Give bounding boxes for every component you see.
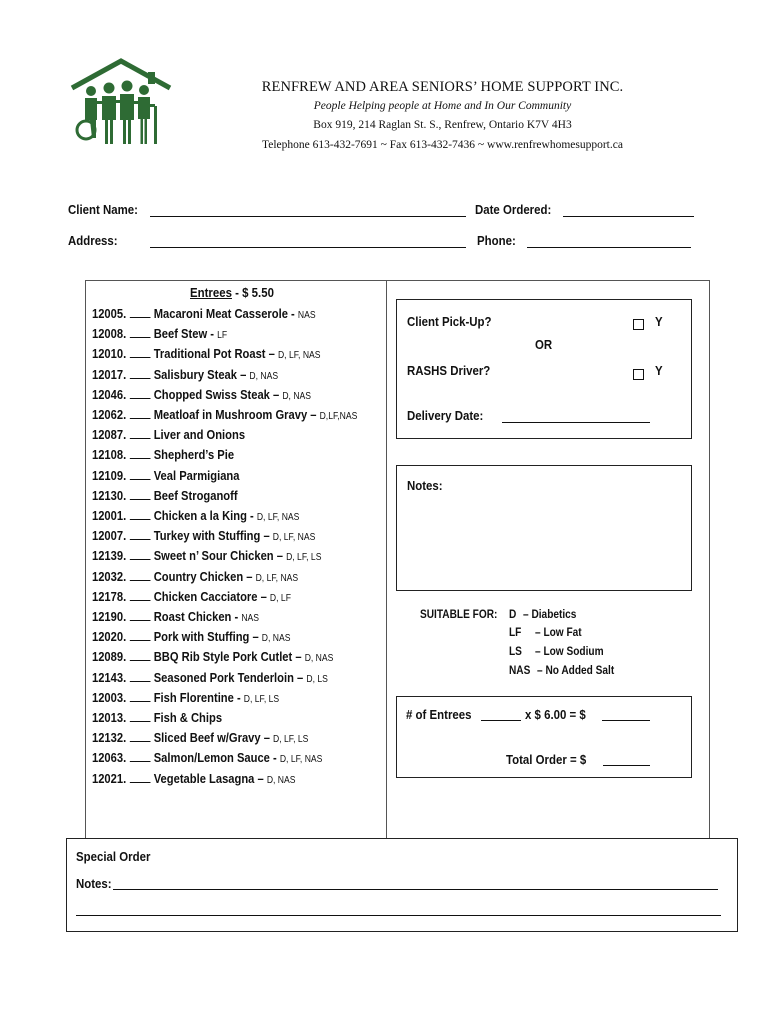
suitable-code: NAS — [509, 665, 531, 677]
special-notes-line-1[interactable] — [113, 889, 718, 890]
suitable-for-label: SUITABLE FOR: — [420, 609, 498, 621]
entree-code: 12087. — [92, 427, 127, 443]
entree-code: 12032. — [92, 568, 127, 584]
entree-row — [92, 427, 245, 447]
entree-code: 12021. — [92, 770, 127, 786]
entree-name: Salisbury Steak – — [153, 366, 250, 382]
entree-row — [92, 548, 321, 568]
entree-dietary-tags: D, LF, NAS — [279, 754, 323, 766]
entree-code: 12008. — [92, 326, 127, 342]
entree-row — [92, 488, 238, 508]
entree-name: Salmon/Lemon Sauce - — [153, 750, 280, 766]
delivery-date-field[interactable] — [502, 422, 650, 423]
entree-row — [92, 508, 299, 528]
entree-name: Country Chicken – — [153, 568, 256, 584]
entree-code: 12063. — [92, 750, 127, 766]
entree-row — [92, 589, 291, 609]
entree-dietary-tags: NAS — [241, 613, 260, 624]
date-ordered-label: Date Ordered: — [475, 202, 552, 217]
client-pickup-yes: Y — [655, 314, 663, 329]
entree-name: Turkey with Stuffing – — [153, 528, 273, 544]
entree-code: 12046. — [92, 386, 127, 402]
entree-dietary-tags: D, LF, LS — [286, 552, 322, 564]
entree-code: 12017. — [92, 366, 127, 382]
entree-dietary-tags: D, LF, NAS — [255, 572, 299, 584]
entree-name: Fish & Chips — [153, 710, 223, 725]
entree-code: 12108. — [92, 447, 127, 463]
suitable-code: D — [509, 609, 517, 621]
rashs-driver-checkbox[interactable] — [633, 366, 644, 384]
entrees-title: Entrees — [190, 285, 232, 300]
entree-quantity-blank[interactable] — [130, 711, 151, 722]
entree-dietary-tags: D, LF, NAS — [272, 532, 316, 544]
entree-quantity-blank[interactable] — [130, 347, 151, 358]
suitable-code: LS — [509, 646, 522, 658]
or-label: OR — [535, 337, 553, 352]
entree-dietary-tags: LF — [217, 330, 228, 342]
entree-name: Veal Parmigiana — [153, 467, 240, 483]
entree-quantity-blank[interactable] — [130, 408, 151, 419]
entrees-heading — [190, 285, 274, 300]
entrees-price: - $ 5.50 — [231, 285, 274, 300]
entree-dietary-tags: D, NAS — [304, 653, 334, 665]
entree-quantity-blank[interactable] — [130, 307, 151, 318]
entree-name: Fish Florentine - — [153, 689, 244, 705]
entree-name: Seasoned Pork Tenderloin – — [153, 669, 307, 685]
entree-name: Sliced Beef w/Gravy – — [153, 730, 274, 746]
entree-row — [92, 609, 259, 629]
entree-row — [92, 326, 227, 346]
entree-row — [92, 367, 278, 387]
organization-name: RENFREW AND AREA SENIORS’ HOME SUPPORT INC. — [261, 79, 624, 95]
entree-dietary-tags: D, LF — [269, 592, 291, 604]
entree-code: 12178. — [92, 588, 127, 604]
entree-dietary-tags: D, LF, LS — [273, 734, 309, 746]
special-order-box — [66, 838, 738, 932]
entree-quantity-blank[interactable] — [130, 671, 151, 682]
entree-dietary-tags: D, LF, NAS — [277, 350, 321, 362]
entree-row — [92, 468, 239, 488]
entree-row — [92, 730, 308, 750]
entree-row — [92, 306, 316, 326]
rashs-driver-yes: Y — [655, 363, 663, 378]
entree-dietary-tags: D, LF, NAS — [256, 512, 300, 523]
entree-name: Chicken Cacciatore – — [153, 588, 270, 604]
entree-name: Shepherd’s Pie — [153, 447, 235, 463]
delivery-date-label: Delivery Date: — [407, 408, 484, 423]
entree-dietary-tags: D, NAS — [266, 774, 296, 786]
entree-code: 12190. — [92, 609, 127, 624]
entree-code: 12007. — [92, 528, 127, 544]
entree-code: 12139. — [92, 548, 127, 564]
entree-quantity-blank[interactable] — [130, 691, 151, 702]
entree-code: 12010. — [92, 346, 127, 362]
entree-row — [92, 407, 357, 427]
entree-quantity-blank[interactable] — [130, 731, 151, 742]
entree-row — [92, 387, 311, 407]
entree-name: Chopped Swiss Steak – — [153, 386, 283, 402]
entree-name: Macaroni Meat Casserole - — [153, 306, 298, 321]
entree-code: 12005. — [92, 306, 127, 321]
suitable-description: – Diabetics — [523, 609, 577, 621]
entree-quantity-blank[interactable] — [130, 327, 151, 338]
num-entrees-field[interactable] — [481, 720, 521, 721]
entree-quantity-blank[interactable] — [130, 428, 151, 439]
client-pickup-checkbox[interactable] — [633, 316, 644, 334]
address-label: Address: — [68, 233, 118, 248]
entree-quantity-blank[interactable] — [130, 469, 151, 480]
entree-quantity-blank[interactable] — [130, 610, 151, 621]
entree-quantity-blank[interactable] — [130, 570, 151, 581]
notes-label: Notes: — [407, 478, 443, 493]
entree-quantity-blank[interactable] — [130, 368, 151, 379]
entree-name: Pork with Stuffing – — [153, 629, 262, 645]
organization-tagline: People Helping people at Home and In Our Community — [313, 100, 572, 112]
entree-code: 12020. — [92, 629, 127, 645]
entree-row — [92, 528, 315, 548]
suitable-code: LF — [509, 627, 522, 639]
entree-quantity-blank[interactable] — [130, 509, 151, 520]
entree-code: 12062. — [92, 407, 127, 422]
phone-label: Phone: — [477, 233, 516, 248]
entree-code: 12003. — [92, 689, 127, 705]
entree-row — [92, 447, 234, 467]
date-ordered-field[interactable] — [563, 216, 694, 217]
entree-dietary-tags: D, NAS — [261, 633, 291, 645]
entree-row — [92, 690, 279, 710]
entree-name: Liver and Onions — [153, 427, 246, 443]
entree-dietary-tags: D, LF, LS — [243, 693, 280, 705]
entree-row — [92, 346, 321, 366]
entree-name: Meatloaf in Mushroom Gravy – — [153, 407, 320, 422]
rashs-driver-label: RASHS Driver? — [407, 363, 491, 378]
special-order-title: Special Order — [76, 849, 151, 864]
entree-quantity-blank[interactable] — [130, 650, 151, 661]
entree-quantity-blank[interactable] — [130, 529, 151, 540]
entree-code: 12001. — [92, 508, 127, 523]
entree-quantity-blank[interactable] — [130, 630, 151, 641]
price-calculation-label: x $ 6.00 = $ — [525, 707, 586, 722]
entree-code: 12109. — [92, 467, 127, 483]
entree-row — [92, 670, 328, 690]
entree-quantity-blank[interactable] — [130, 751, 151, 762]
entree-row — [92, 771, 295, 791]
suitable-description: – Low Sodium — [535, 646, 604, 658]
entree-name: Roast Chicken - — [153, 609, 242, 624]
phone-field[interactable] — [527, 247, 691, 248]
client-pickup-label: Client Pick-Up? — [407, 314, 492, 329]
entree-name: Traditional Pot Roast – — [153, 346, 278, 362]
entree-quantity-blank[interactable] — [130, 772, 151, 783]
total-order-field[interactable] — [603, 765, 650, 766]
entree-name: Beef Stroganoff — [153, 487, 238, 503]
entree-quantity-blank[interactable] — [130, 489, 151, 500]
entree-dietary-tags: D, NAS — [249, 370, 279, 382]
organization-contact: Telephone 613-432-7691 ~ Fax 613-432-7436 ~ www.renfrewhomesupport.ca — [262, 139, 623, 151]
entree-quantity-blank[interactable] — [130, 590, 151, 601]
entree-code: 12143. — [92, 669, 127, 685]
entree-name: Sweet n’ Sour Chicken – — [153, 548, 287, 564]
entree-code: 12089. — [92, 649, 127, 665]
entree-dietary-tags: D, LS — [306, 673, 328, 685]
entree-row — [92, 569, 298, 589]
entree-dietary-tags: D, NAS — [282, 390, 312, 402]
entree-dietary-tags: NAS — [297, 310, 316, 321]
entree-name: BBQ Rib Style Pork Cutlet – — [153, 649, 305, 665]
client-name-field[interactable] — [150, 216, 466, 217]
entree-name: Vegetable Lasagna – — [153, 770, 267, 786]
suitable-description: – Low Fat — [535, 627, 582, 639]
special-notes-line-2[interactable] — [76, 915, 721, 916]
total-order-label: Total Order = $ — [506, 752, 587, 767]
entree-code: 12132. — [92, 730, 127, 746]
client-name-label: Client Name: — [68, 202, 138, 217]
entree-name: Chicken a la King - — [153, 508, 257, 523]
entree-quantity-blank[interactable] — [130, 388, 151, 399]
entree-quantity-blank[interactable] — [130, 448, 151, 459]
entree-dietary-tags: D,LF,NAS — [319, 411, 358, 422]
entree-row — [92, 629, 290, 649]
num-entrees-label: # of Entrees — [406, 707, 472, 722]
entree-code: 12013. — [92, 710, 127, 725]
entree-row — [92, 710, 222, 730]
entree-code: 12130. — [92, 487, 127, 503]
special-notes-label: Notes: — [76, 876, 112, 891]
subtotal-field[interactable] — [602, 720, 650, 721]
entree-quantity-blank[interactable] — [130, 549, 151, 560]
address-field[interactable] — [150, 247, 466, 248]
suitable-description: – No Added Salt — [537, 665, 615, 677]
entree-row — [92, 649, 333, 669]
organization-address: Box 919, 214 Raglan St. S., Renfrew, Ontario K7V 4H3 — [313, 119, 572, 131]
entree-row — [92, 750, 322, 770]
entree-name: Beef Stew - — [153, 326, 218, 342]
